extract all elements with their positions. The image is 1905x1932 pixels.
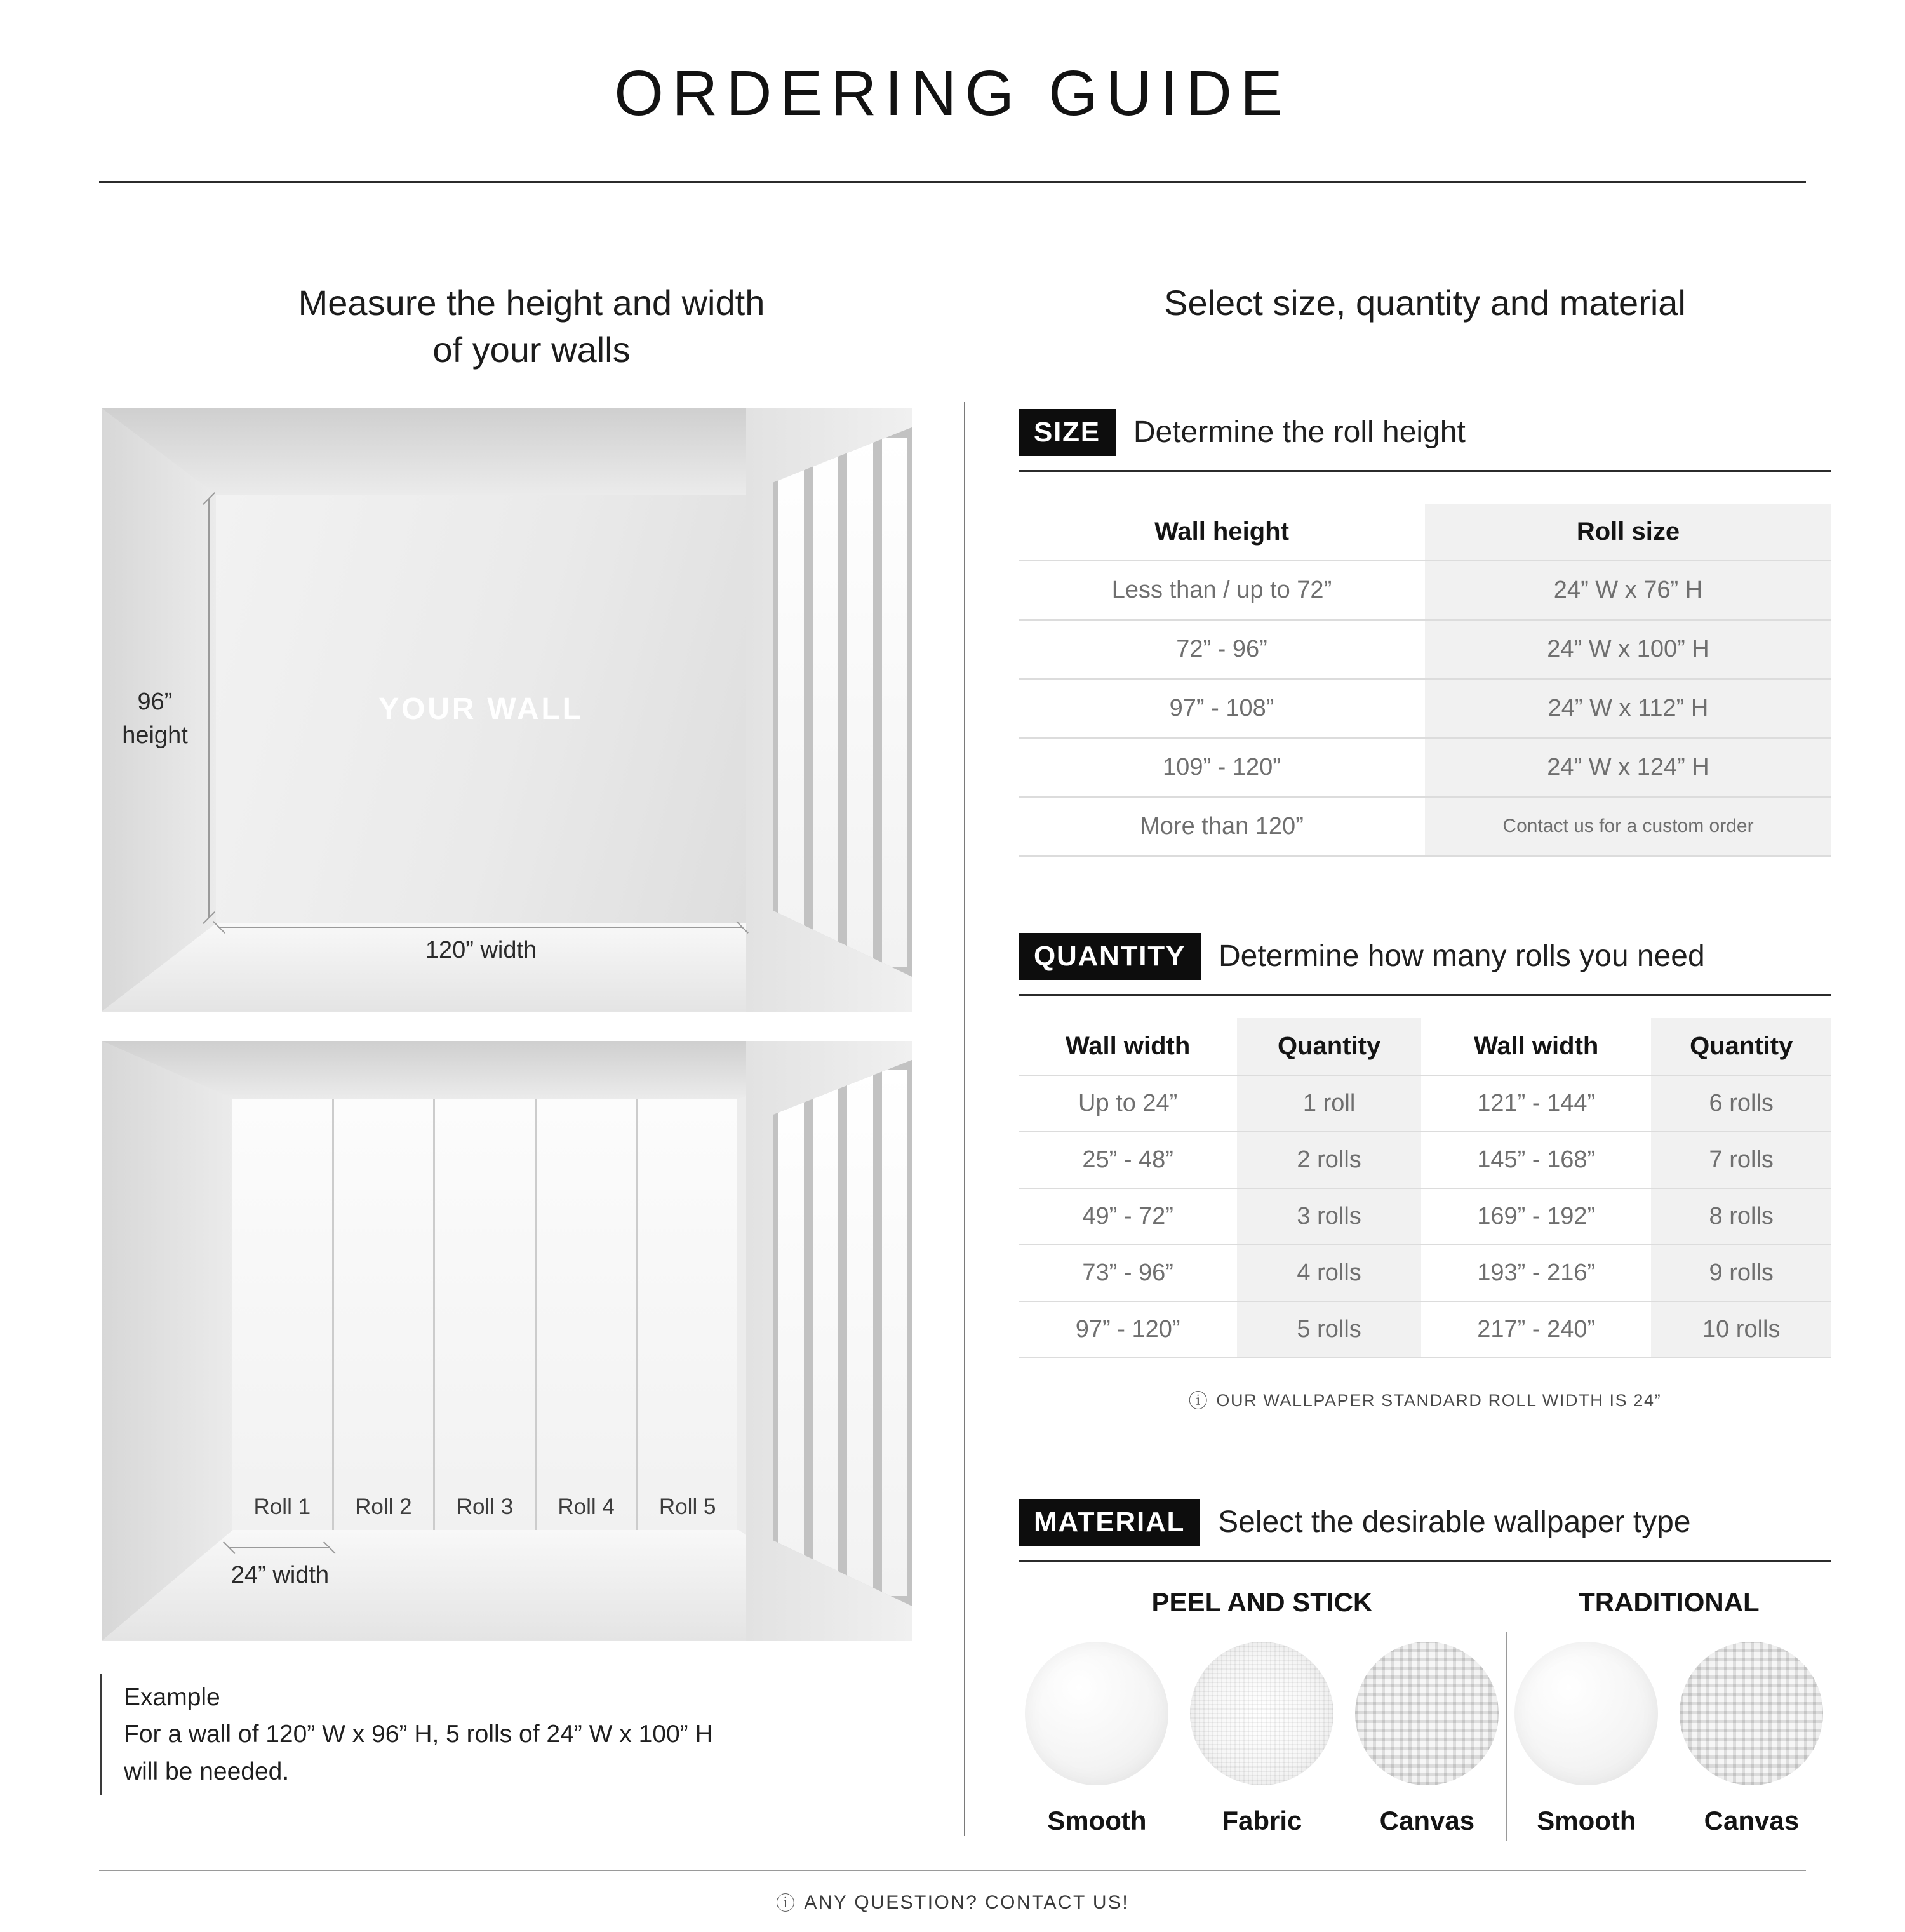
quantity-table-header-row <box>1019 1018 1831 1076</box>
info-icon: ⓘ <box>775 1893 797 1914</box>
quantity-subtitle: Determine how many rolls you need <box>1218 939 1705 974</box>
wall-width-cell: 145” - 168” <box>1477 1146 1596 1173</box>
size-table-row <box>1019 739 1831 798</box>
window-pane <box>882 1070 908 1596</box>
measure-heading <box>99 279 964 373</box>
wall-height-cell: More than 120” <box>1140 812 1304 840</box>
select-column <box>964 183 1831 1841</box>
swatch-item <box>1509 1642 1664 1836</box>
material-section <box>1019 1499 1831 1841</box>
swatch-label: Canvas <box>1704 1805 1800 1835</box>
quantity-cell: 1 roll <box>1237 1076 1421 1131</box>
size-table-row <box>1019 621 1831 680</box>
window-pane <box>882 438 908 967</box>
quantity-col-wall-width: Wall width <box>1066 1031 1191 1060</box>
material-badge: MATERIAL <box>1019 1499 1200 1546</box>
room-window <box>773 427 912 977</box>
swatch-label: Smooth <box>1537 1805 1636 1835</box>
roll-panel-label: Roll 4 <box>558 1494 615 1519</box>
fabric-swatch <box>1190 1642 1334 1785</box>
content-columns <box>99 183 1831 1841</box>
size-table-row <box>1019 798 1831 857</box>
quantity-cell: 5 rolls <box>1237 1302 1421 1357</box>
page-title: ORDERING GUIDE <box>614 58 1291 129</box>
roll-panel <box>435 1099 535 1530</box>
wall-width-cell: 97” - 120” <box>1075 1315 1180 1343</box>
your-wall-label: YOUR WALL <box>378 692 584 726</box>
swatch-label: Smooth <box>1047 1805 1147 1835</box>
material-group-name: TRADITIONAL <box>1579 1587 1760 1617</box>
roll-panels <box>232 1099 737 1530</box>
example-heading: Example <box>124 1683 220 1711</box>
swatch-label: Fabric <box>1222 1805 1302 1835</box>
size-col-roll-size: Roll size <box>1425 504 1831 560</box>
window-pane <box>813 1070 839 1596</box>
size-section-header <box>1019 409 1831 472</box>
wall-height-cell: 72” - 96” <box>1176 635 1267 662</box>
footer-note-text: ANY QUESTION? CONTACT US! <box>804 1891 1130 1913</box>
roll-panel-label: Roll 5 <box>658 1494 716 1519</box>
swatch-row <box>1019 1642 1504 1836</box>
quantity-cell: 7 rolls <box>1651 1132 1831 1188</box>
swatch-item <box>1184 1642 1339 1836</box>
info-icon: ⓘ <box>1188 1390 1209 1412</box>
quantity-table-row <box>1019 1189 1831 1245</box>
window-pane <box>778 1070 804 1596</box>
roll-size-cell: 24” W x 76” H <box>1425 561 1831 619</box>
size-table <box>1019 504 1831 857</box>
roll-width-note-text: OUR WALLPAPER STANDARD ROLL WIDTH IS 24” <box>1216 1390 1662 1410</box>
roll-panel <box>537 1099 636 1530</box>
roll-size-cell: 24” W x 124” H <box>1425 739 1831 796</box>
swatch-item <box>1674 1642 1829 1836</box>
height-dimension-line <box>208 499 210 918</box>
wall-height-value: 96” <box>137 688 173 715</box>
wall-width-cell: 193” - 216” <box>1477 1259 1596 1286</box>
size-table-header-row <box>1019 504 1831 561</box>
wall-height-cell: 109” - 120” <box>1163 753 1281 781</box>
wall-height-word: height <box>122 722 188 749</box>
canvas-swatch <box>1355 1642 1499 1785</box>
roll-width-dimension-line <box>229 1547 330 1548</box>
wall-width-cell: 169” - 192” <box>1477 1202 1596 1230</box>
quantity-badge: QUANTITY <box>1019 933 1201 980</box>
roll-panel <box>638 1099 737 1530</box>
material-subtitle: Select the desirable wallpaper type <box>1218 1505 1691 1540</box>
room-illustration-rolls <box>102 1041 912 1641</box>
wall-width-cell: 25” - 48” <box>1082 1146 1173 1173</box>
window-pane <box>813 438 839 967</box>
quantity-cell: 2 rolls <box>1237 1132 1421 1188</box>
roll-width-label: 24” width <box>231 1561 330 1588</box>
wall-width-cell: Up to 24” <box>1078 1089 1178 1117</box>
measure-column <box>99 183 964 1841</box>
measure-heading-line2: of your walls <box>432 329 631 370</box>
wall-height-cell: 97” - 108” <box>1169 694 1274 721</box>
material-group-traditional <box>1507 1587 1831 1841</box>
quantity-col-quantity: Quantity <box>1651 1018 1831 1075</box>
wall-width-cell: 121” - 144” <box>1477 1089 1596 1117</box>
material-group-peel-and-stick <box>1019 1587 1506 1841</box>
room-illustration-wall <box>102 408 912 1012</box>
quantity-cell: 6 rolls <box>1651 1076 1831 1131</box>
size-col-wall-height: Wall height <box>1154 517 1289 546</box>
wall-width-cell: 49” - 72” <box>1082 1202 1173 1230</box>
quantity-col-wall-width: Wall width <box>1474 1031 1599 1060</box>
roll-size-cell: Contact us for a custom order <box>1425 798 1831 855</box>
wall-height-cell: Less than / up to 72” <box>1111 576 1332 603</box>
wall-height-label <box>102 685 208 753</box>
quantity-table-row <box>1019 1076 1831 1132</box>
roll-size-cell: 24” W x 112” H <box>1425 680 1831 737</box>
material-groups <box>1019 1587 1831 1841</box>
roll-panel-label: Roll 2 <box>355 1494 412 1519</box>
size-section <box>1019 409 1831 857</box>
select-heading: Select size, quantity and material <box>1164 283 1686 323</box>
roll-panel <box>232 1099 332 1530</box>
swatch-item <box>1349 1642 1504 1836</box>
size-badge: SIZE <box>1019 409 1116 456</box>
wall-width-label: 120” width <box>425 936 537 963</box>
roll-panel-label: Roll 1 <box>253 1494 311 1519</box>
room-window <box>773 1060 912 1606</box>
quantity-table-row <box>1019 1132 1831 1189</box>
quantity-section-header <box>1019 933 1831 996</box>
roll-panel-label: Roll 3 <box>456 1494 514 1519</box>
material-group-name: PEEL AND STICK <box>1151 1587 1373 1617</box>
size-table-row <box>1019 680 1831 739</box>
example-line1: For a wall of 120” W x 96” H, 5 rolls of 24” W x 100” H <box>124 1721 713 1748</box>
roll-width-note <box>1019 1385 1831 1413</box>
quantity-cell: 8 rolls <box>1651 1189 1831 1244</box>
size-subtitle: Determine the roll height <box>1133 415 1466 450</box>
quantity-table-row <box>1019 1302 1831 1358</box>
quantity-col-quantity: Quantity <box>1237 1018 1421 1075</box>
width-dimension-line <box>218 927 743 928</box>
swatch-item <box>1019 1642 1174 1836</box>
your-wall <box>216 495 746 923</box>
canvas-swatch <box>1680 1642 1823 1785</box>
quantity-section <box>1019 933 1831 1413</box>
quantity-cell: 9 rolls <box>1651 1245 1831 1301</box>
swatch-label: Canvas <box>1379 1805 1475 1835</box>
roll-panel <box>334 1099 434 1530</box>
quantity-cell: 4 rolls <box>1237 1245 1421 1301</box>
roll-size-cell: 24” W x 100” H <box>1425 621 1831 678</box>
swatch-row <box>1509 1642 1829 1836</box>
example-note <box>100 1674 964 1796</box>
smooth-swatch <box>1514 1642 1658 1785</box>
window-pane <box>847 438 873 967</box>
quantity-table <box>1019 1018 1831 1358</box>
window-pane <box>778 438 804 967</box>
window-pane <box>847 1070 873 1596</box>
measure-heading-line1: Measure the height and width <box>298 283 765 323</box>
material-section-header <box>1019 1499 1831 1562</box>
example-line2: will be needed. <box>124 1757 290 1785</box>
quantity-cell: 10 rolls <box>1651 1302 1831 1357</box>
quantity-cell: 3 rolls <box>1237 1189 1421 1244</box>
smooth-swatch <box>1025 1642 1168 1785</box>
footer-note <box>0 1871 1905 1932</box>
quantity-table-row <box>1019 1245 1831 1302</box>
wall-width-cell: 217” - 240” <box>1477 1315 1596 1343</box>
column-divider <box>964 402 965 1836</box>
wall-width-cell: 73” - 96” <box>1082 1259 1173 1286</box>
size-table-row <box>1019 561 1831 621</box>
